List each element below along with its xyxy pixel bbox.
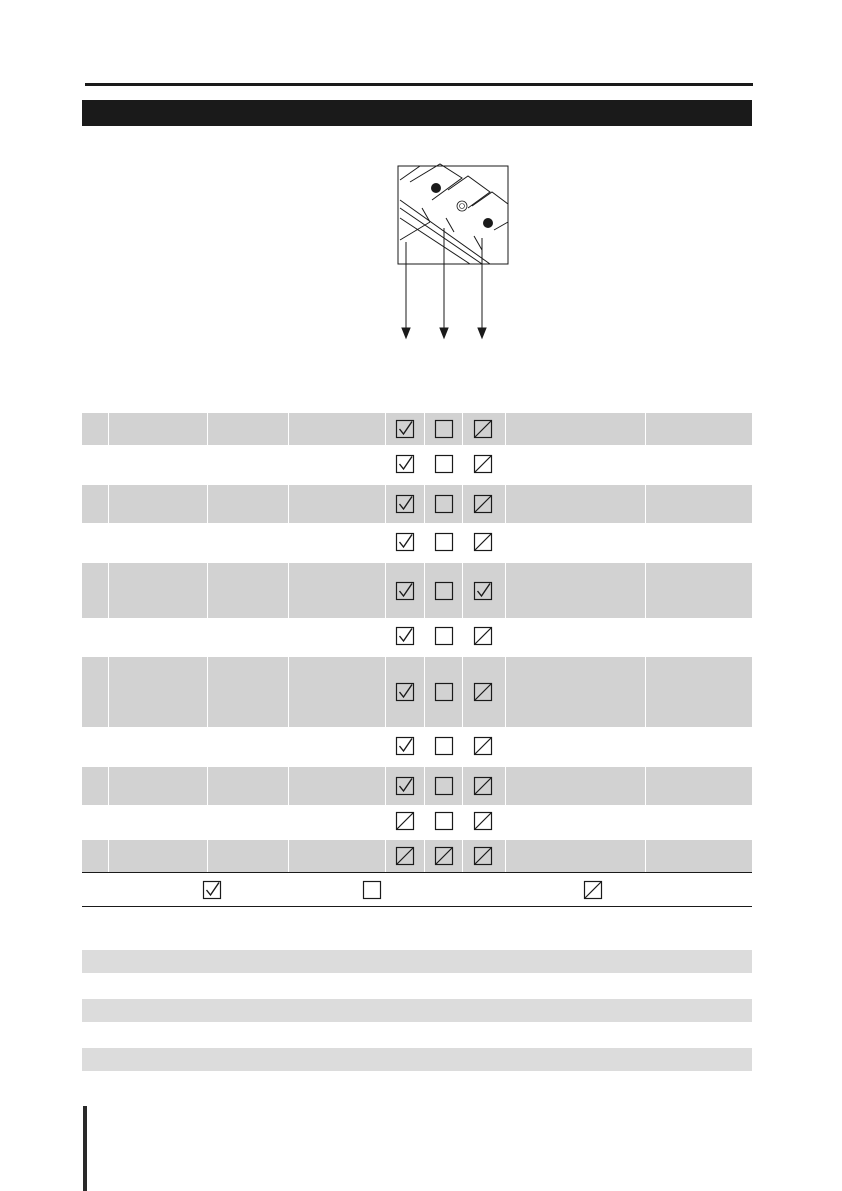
slashed-box-icon	[473, 776, 493, 796]
column-divider	[424, 840, 425, 872]
column-divider	[207, 563, 208, 618]
legend-slashed-box-icon	[583, 880, 603, 900]
legend-top-rule	[82, 872, 752, 873]
column-divider	[462, 840, 463, 872]
column-divider	[424, 485, 425, 523]
empty-box-icon	[434, 532, 454, 552]
header-rule	[85, 83, 753, 86]
panel-frame	[398, 166, 508, 264]
column-divider	[385, 767, 386, 805]
column-divider	[108, 767, 109, 805]
indicator-panel-diagram	[360, 160, 530, 350]
arrow-left-head-icon	[402, 328, 410, 338]
table-row	[82, 448, 752, 480]
column-divider	[505, 840, 506, 872]
column-divider	[385, 657, 386, 727]
column-divider	[645, 657, 646, 727]
arrow-center-head-icon	[440, 328, 448, 338]
column-divider	[645, 767, 646, 805]
column-divider	[462, 485, 463, 523]
slashed-box-icon	[473, 626, 493, 646]
slashed-box-icon	[473, 532, 493, 552]
column-divider	[505, 413, 506, 445]
slashed-box-icon	[473, 454, 493, 474]
column-divider	[505, 767, 506, 805]
checked-box-icon	[395, 581, 415, 601]
table-row	[82, 840, 752, 872]
column-divider	[424, 563, 425, 618]
empty-box-icon	[434, 581, 454, 601]
column-divider	[462, 563, 463, 618]
column-divider	[288, 840, 289, 872]
page-side-marker	[83, 1106, 87, 1191]
empty-box-icon	[434, 811, 454, 831]
table-row	[82, 767, 752, 805]
column-divider	[108, 485, 109, 523]
empty-box-icon	[434, 494, 454, 514]
column-divider	[207, 767, 208, 805]
column-divider	[108, 563, 109, 618]
column-divider	[108, 657, 109, 727]
table-row	[82, 526, 752, 558]
checked-box-icon	[473, 581, 493, 601]
checked-box-icon	[395, 776, 415, 796]
empty-box-icon	[434, 682, 454, 702]
info-row-1	[82, 950, 752, 973]
empty-box-icon	[434, 736, 454, 756]
slashed-box-icon	[473, 682, 493, 702]
checked-box-icon	[395, 736, 415, 756]
column-divider	[288, 767, 289, 805]
column-divider	[108, 840, 109, 872]
table-row	[82, 413, 752, 445]
column-divider	[645, 563, 646, 618]
arrow-right-head-icon	[478, 328, 486, 338]
column-divider	[385, 413, 386, 445]
info-row-3	[82, 1048, 752, 1071]
column-divider	[462, 767, 463, 805]
legend-bottom-rule	[82, 906, 752, 907]
empty-box-icon	[434, 454, 454, 474]
column-divider	[207, 840, 208, 872]
legend-check-box-icon	[202, 880, 222, 900]
column-divider	[207, 485, 208, 523]
slashed-box-icon	[473, 811, 493, 831]
column-divider	[207, 657, 208, 727]
slashed-box-icon	[395, 811, 415, 831]
checked-box-icon	[395, 626, 415, 646]
section-title-bar	[82, 100, 752, 126]
slashed-box-icon	[395, 846, 415, 866]
checked-box-icon	[395, 494, 415, 514]
column-divider	[462, 657, 463, 727]
table-row	[82, 563, 752, 618]
column-divider	[207, 413, 208, 445]
column-divider	[108, 413, 109, 445]
slashed-box-icon	[473, 846, 493, 866]
column-divider	[505, 485, 506, 523]
column-divider	[505, 563, 506, 618]
column-divider	[505, 657, 506, 727]
slashed-box-icon	[434, 846, 454, 866]
column-divider	[385, 485, 386, 523]
empty-box-icon	[434, 419, 454, 439]
column-divider	[645, 413, 646, 445]
table-row	[82, 808, 752, 834]
table-row	[82, 620, 752, 652]
column-divider	[288, 413, 289, 445]
column-divider	[645, 485, 646, 523]
column-divider	[288, 485, 289, 523]
table-row	[82, 657, 752, 727]
column-divider	[424, 767, 425, 805]
column-divider	[424, 413, 425, 445]
legend-empty-box-icon	[362, 880, 382, 900]
checked-box-icon	[395, 419, 415, 439]
table-row	[82, 485, 752, 523]
slashed-box-icon	[473, 419, 493, 439]
column-divider	[385, 563, 386, 618]
empty-box-icon	[434, 626, 454, 646]
slashed-box-icon	[473, 736, 493, 756]
checked-box-icon	[395, 682, 415, 702]
indicator-lamp-right-icon	[483, 218, 493, 228]
column-divider	[288, 563, 289, 618]
column-divider	[385, 840, 386, 872]
column-divider	[462, 413, 463, 445]
indicator-lamp-left-icon	[431, 183, 441, 193]
empty-box-icon	[434, 776, 454, 796]
table-row	[82, 730, 752, 762]
checked-box-icon	[395, 454, 415, 474]
column-divider	[288, 657, 289, 727]
slashed-box-icon	[473, 494, 493, 514]
checked-box-icon	[395, 532, 415, 552]
column-divider	[645, 840, 646, 872]
column-divider	[424, 657, 425, 727]
info-row-2	[82, 999, 752, 1022]
